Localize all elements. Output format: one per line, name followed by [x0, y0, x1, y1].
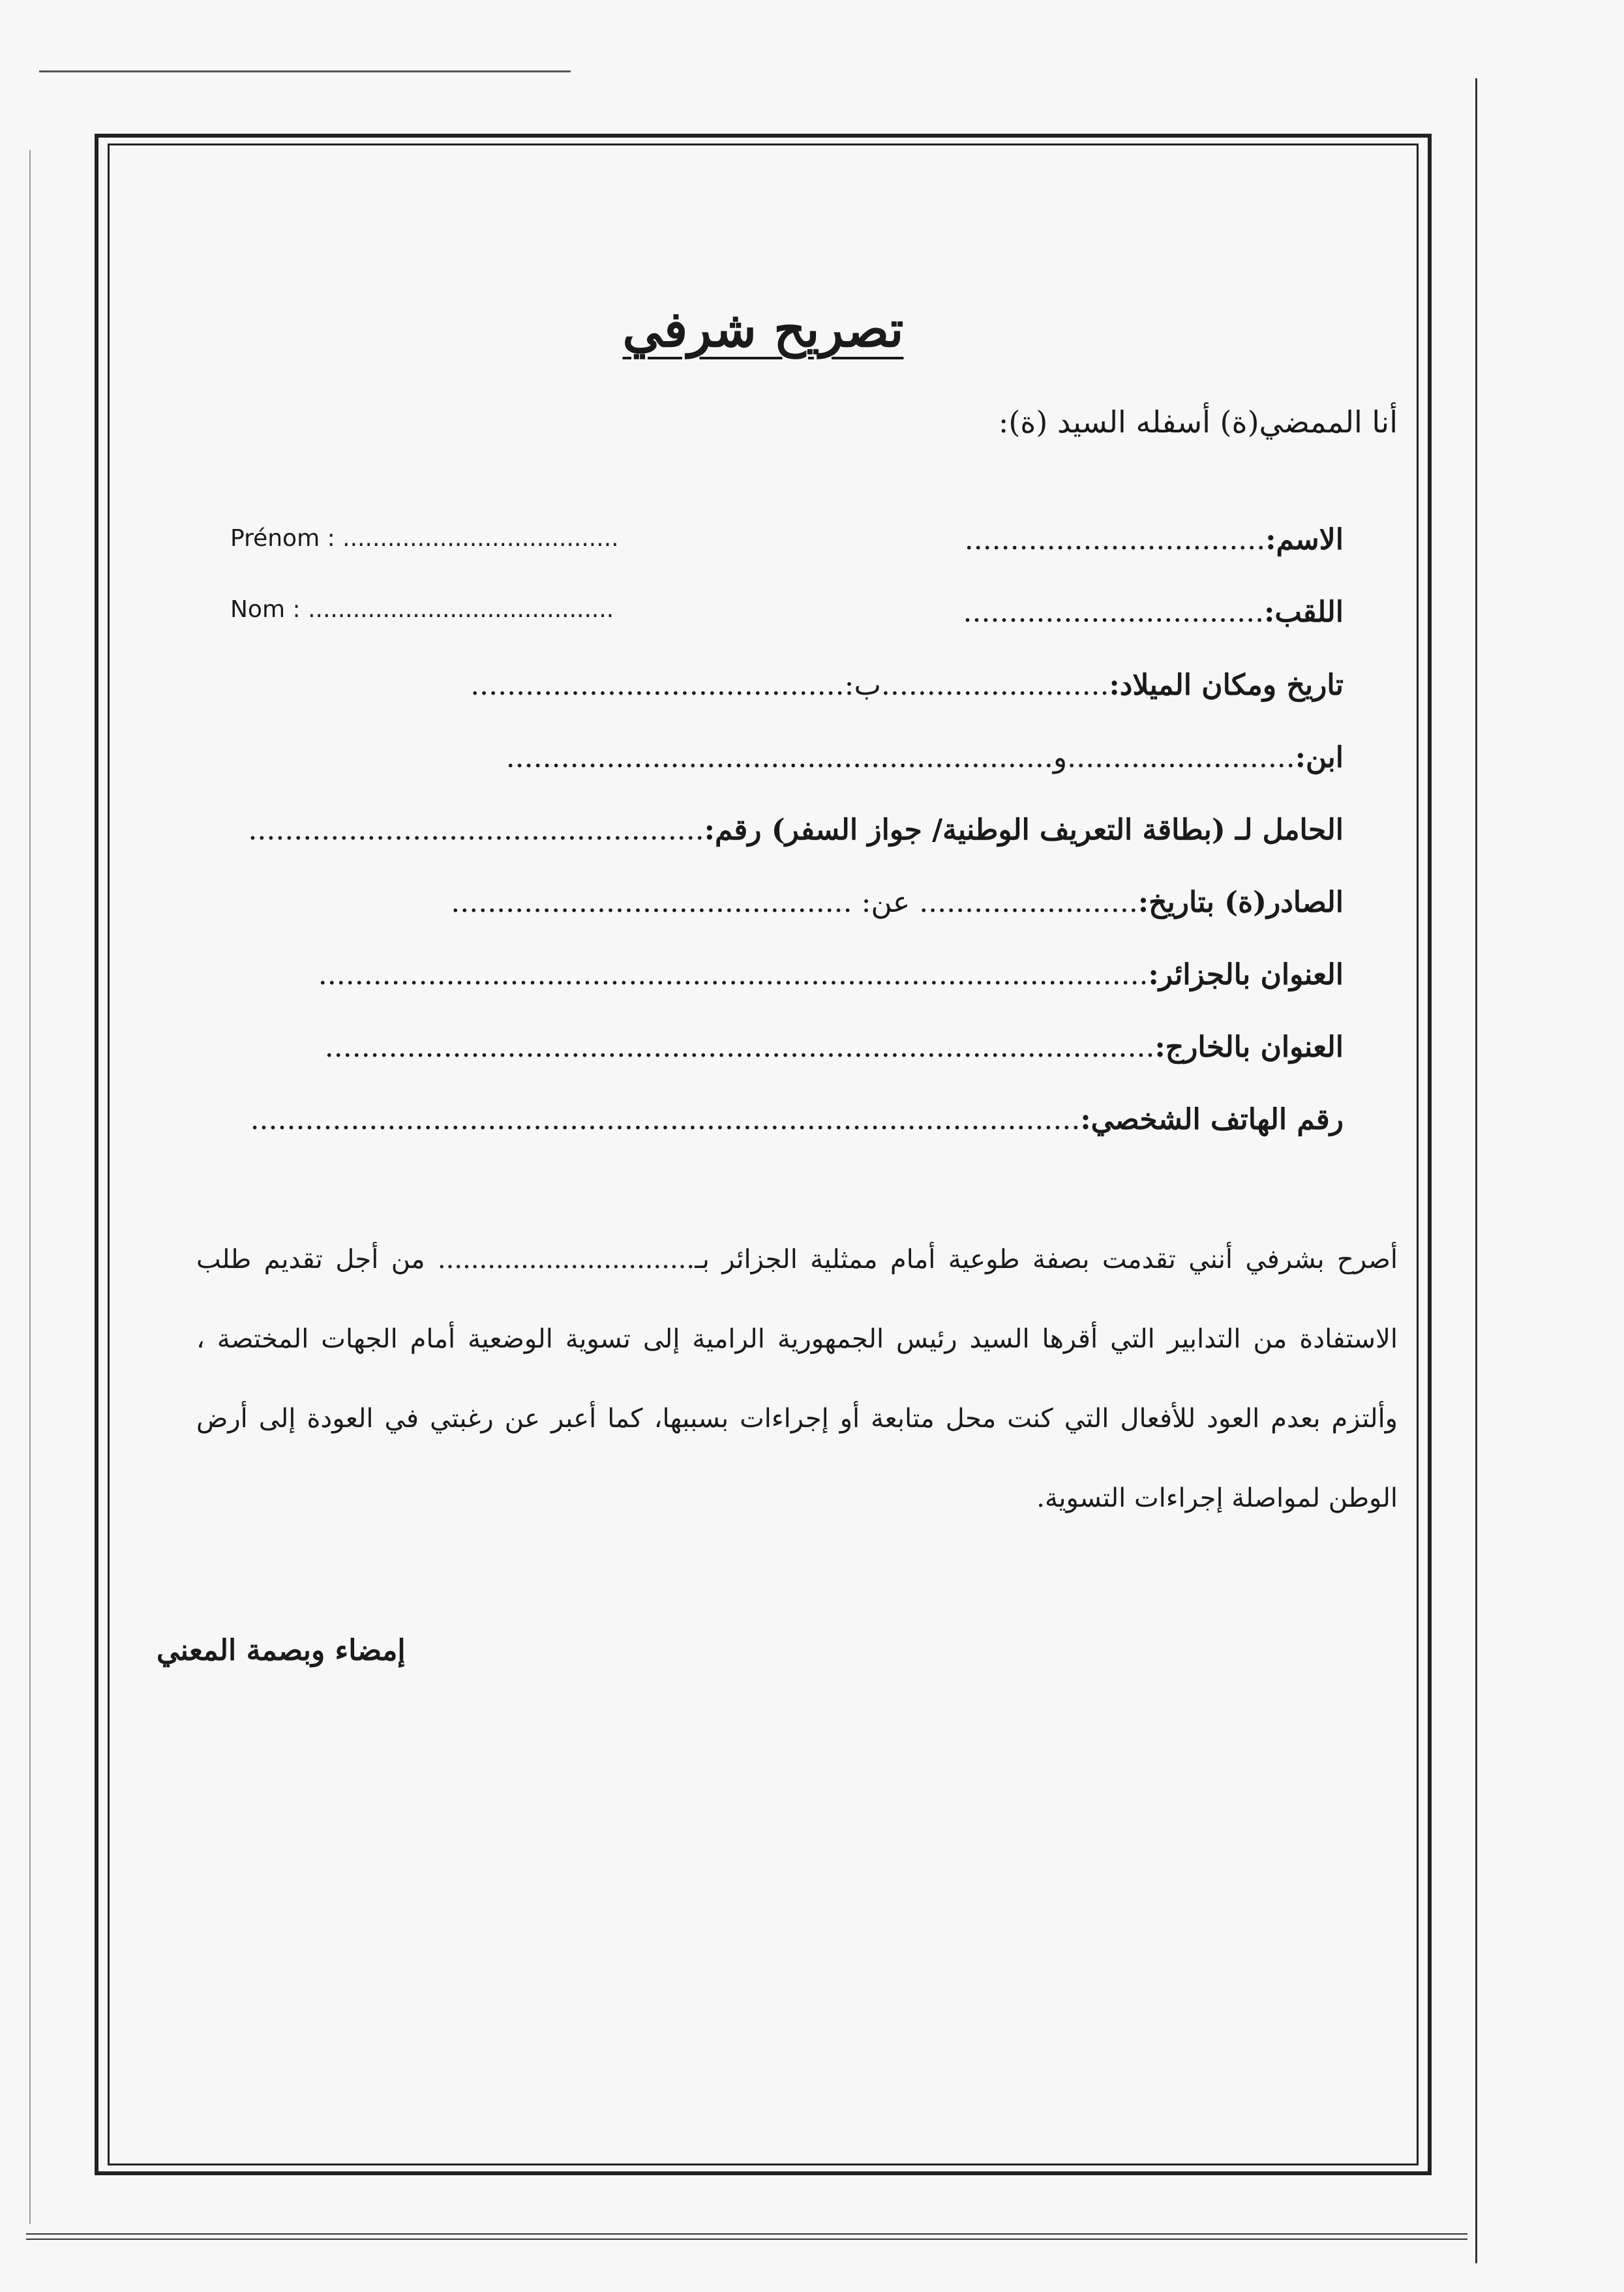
field-prenom-label: Prénom :: [230, 525, 335, 552]
declaration-line: وألتزم بعدم العود للأفعال التي كنت محل متابعة أو إجراءات بسببها، كما أعبر عن رغبتي في العودة إلى أرض: [196, 1404, 1398, 1434]
declaration-line: الوطن لمواصلة إجراءات التسوية.: [1036, 1483, 1398, 1513]
field-last-name-ar-label: اللقب:: [1264, 596, 1344, 629]
field-prenom-blank[interactable]: .....................................: [342, 525, 619, 552]
field-son-of-label: ابن:: [1295, 741, 1344, 774]
scan-edge-top: [39, 70, 571, 72]
page-title: تصريح شرفي: [622, 300, 904, 358]
signature-label: إمضاء وبصمة المعني: [157, 1634, 406, 1667]
field-first-name-ar-blank[interactable]: .................................: [964, 523, 1266, 556]
field-address-algeria-label: العنوان بالجزائر:: [1148, 958, 1344, 991]
field-phone-label: رقم الهاتف الشخصي:: [1080, 1103, 1344, 1136]
field-nom: [230, 596, 614, 623]
field-id-number-label: الحامل لـ (بطاقة التعريف الوطنية/ جواز السفر) رقم:: [704, 813, 1344, 847]
field-nom-blank[interactable]: .........................................: [308, 596, 614, 623]
field-last-name-ar-blank[interactable]: .................................: [963, 596, 1265, 629]
declaration-line: الاستفادة من التدابير التي أقرها السيد رئيس الجمهورية الرامية إلى تسوية الوضعية أمام الجهات المختصة ،: [196, 1324, 1398, 1354]
field-nom-label: Nom :: [230, 596, 301, 623]
field-id-number: [248, 813, 1344, 847]
field-son-of: [506, 741, 1344, 774]
field-birth-date-place-blank[interactable]: .........................ب:.........................................: [470, 669, 1109, 702]
field-address-algeria: [318, 958, 1344, 991]
field-address-abroad-blank[interactable]: ...........................................................................................: [324, 1031, 1155, 1064]
declaration-line: أصرح بشرفي أنني تقدمت بصفة طوعية أمام ممثلية الجزائر بـ............................... من أجل تقديم طلب: [196, 1244, 1398, 1274]
field-prenom: [230, 525, 619, 552]
field-id-number-blank[interactable]: ..................................................: [248, 813, 704, 847]
scan-edge-right: [1475, 78, 1477, 2263]
declaration-form: [108, 143, 1419, 2165]
field-son-of-blank[interactable]: .........................و............................................................: [505, 741, 1295, 774]
scan-edge-bottom: [26, 2233, 1467, 2240]
scan-edge-left: [29, 150, 31, 2224]
declaration-paragraph: [196, 1220, 1398, 1538]
field-address-abroad-label: العنوان بالخارج:: [1154, 1031, 1344, 1064]
field-last-name-ar: [963, 596, 1344, 629]
field-birth-date-place-label: تاريخ ومكان الميلاد:: [1109, 669, 1344, 702]
field-issue-date-label: الصادر(ة) بتاريخ:: [1137, 886, 1344, 919]
field-address-abroad: [325, 1031, 1344, 1064]
field-address-algeria-blank[interactable]: ...........................................................................................: [318, 958, 1149, 991]
field-first-name-ar: [965, 523, 1344, 556]
field-first-name-ar-label: الاسم:: [1265, 523, 1344, 556]
field-issue-date: [451, 886, 1344, 919]
field-birth-date-place: [470, 669, 1344, 702]
field-phone-blank[interactable]: ...........................................................................................: [250, 1103, 1081, 1136]
intro-text: أنا الممضي(ة) أسفله السيد (ة):: [998, 404, 1398, 440]
field-issue-date-blank[interactable]: ........................ عن: ............................................: [451, 886, 1138, 919]
field-phone: [250, 1103, 1344, 1136]
